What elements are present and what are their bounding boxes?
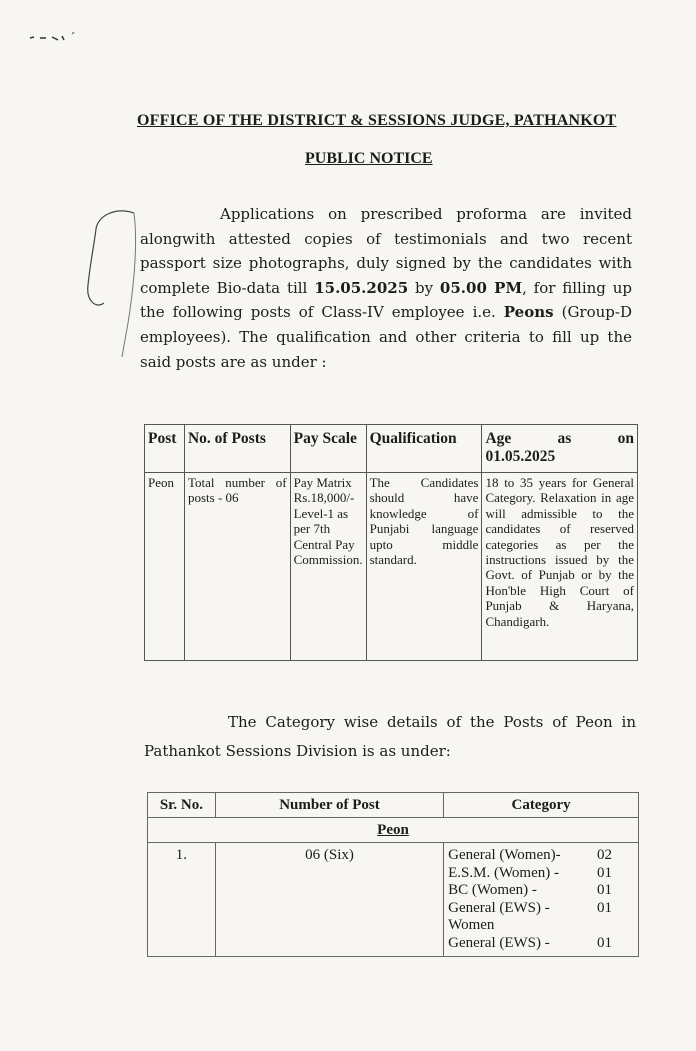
cell-sr: 1. <box>148 843 216 957</box>
category-count: 01 <box>597 934 612 951</box>
group-label: Peon <box>148 818 639 843</box>
cell-pay-scale: Pay Matrix Rs.18,000/- Level-1 as per 7th Central Pay Commission. <box>290 473 366 661</box>
handwritten-mark <box>76 205 146 375</box>
cell-post: Peon <box>145 473 185 661</box>
header-number-of-post: Number of Post <box>215 793 443 818</box>
cell-number: 06 (Six) <box>215 843 443 957</box>
category-row <box>148 843 639 957</box>
deadline-time: 05.00 PM <box>439 278 523 297</box>
cell-age: 18 to 35 years for General Category. Relaxation in age will admissible to the candidates of reserved categories as per the instructions issued by the Govt. of Punjab or by the Hon'ble High Court of Punjab & Haryana, Chandigarh. <box>482 473 638 661</box>
category-name: BC (Women) - <box>448 882 537 898</box>
category-line <box>448 935 634 953</box>
category-line <box>448 882 634 900</box>
header-qualification: Qualification <box>366 425 482 473</box>
category-count: 01 <box>597 882 612 898</box>
as-word: as <box>557 430 572 447</box>
category-intro-text: The Category wise details of the Posts of Peon in Pathankot Sessions Division is as under: <box>144 713 636 760</box>
category-count: 01 <box>597 899 612 916</box>
intro-text-1: Applications on prescribed proforma are invited alongwith attested copies of testimonials and two recent passport size photographs, duly signed by the candidates with complete Bio-data till <box>140 205 632 297</box>
category-count: 01 <box>597 864 612 881</box>
cell-qualification: The Candidates should have knowledge of Punjabi language upto middle standard. <box>366 473 482 661</box>
criteria-header-row <box>145 425 638 473</box>
notice-title: PUBLIC NOTICE <box>305 150 433 167</box>
intro-paragraph <box>140 202 632 374</box>
header-sr-no: Sr. No. <box>148 793 216 818</box>
cell-num-posts: Total number of posts - 06 <box>184 473 290 661</box>
category-line <box>448 900 634 918</box>
header-age <box>482 425 638 473</box>
category-line <box>448 847 634 865</box>
category-name: General (EWS) - <box>448 934 550 951</box>
category-line <box>448 865 634 883</box>
category-line <box>448 917 634 935</box>
category-table <box>147 792 639 957</box>
deadline-date: 15.05.2025 <box>314 278 409 297</box>
header-pay-scale: Pay Scale <box>290 425 366 473</box>
cell-categories <box>444 843 639 957</box>
age-word: Age <box>485 430 512 447</box>
header-num-posts: No. of Posts <box>184 425 290 473</box>
criteria-row <box>145 473 638 661</box>
criteria-table <box>144 424 638 661</box>
category-header-row <box>148 793 639 818</box>
intro-text-3: (Group-D employees). The qualification and other criteria to fill up the said posts are as under : <box>140 303 632 371</box>
header-category: Category <box>444 793 639 818</box>
intro-by: by <box>408 278 440 297</box>
post-name: Peons <box>503 303 554 322</box>
age-date: 01.05.2025 <box>485 448 556 465</box>
group-row <box>148 818 639 843</box>
category-intro <box>144 708 636 766</box>
on-word: on <box>617 430 634 447</box>
category-name: General (Women)- <box>448 847 561 863</box>
intro-text-2: , for filling up the following posts of Class-IV employee i.e. <box>140 278 633 322</box>
scan-mark <box>28 28 108 48</box>
header-post: Post <box>145 425 185 473</box>
category-name: Women <box>448 917 495 933</box>
category-name: General (EWS) - <box>448 899 550 916</box>
category-count: 02 <box>597 847 612 863</box>
category-name: E.S.M. (Women) - <box>448 864 559 881</box>
office-title: OFFICE OF THE DISTRICT & SESSIONS JUDGE, PATHANKOT <box>137 112 617 129</box>
